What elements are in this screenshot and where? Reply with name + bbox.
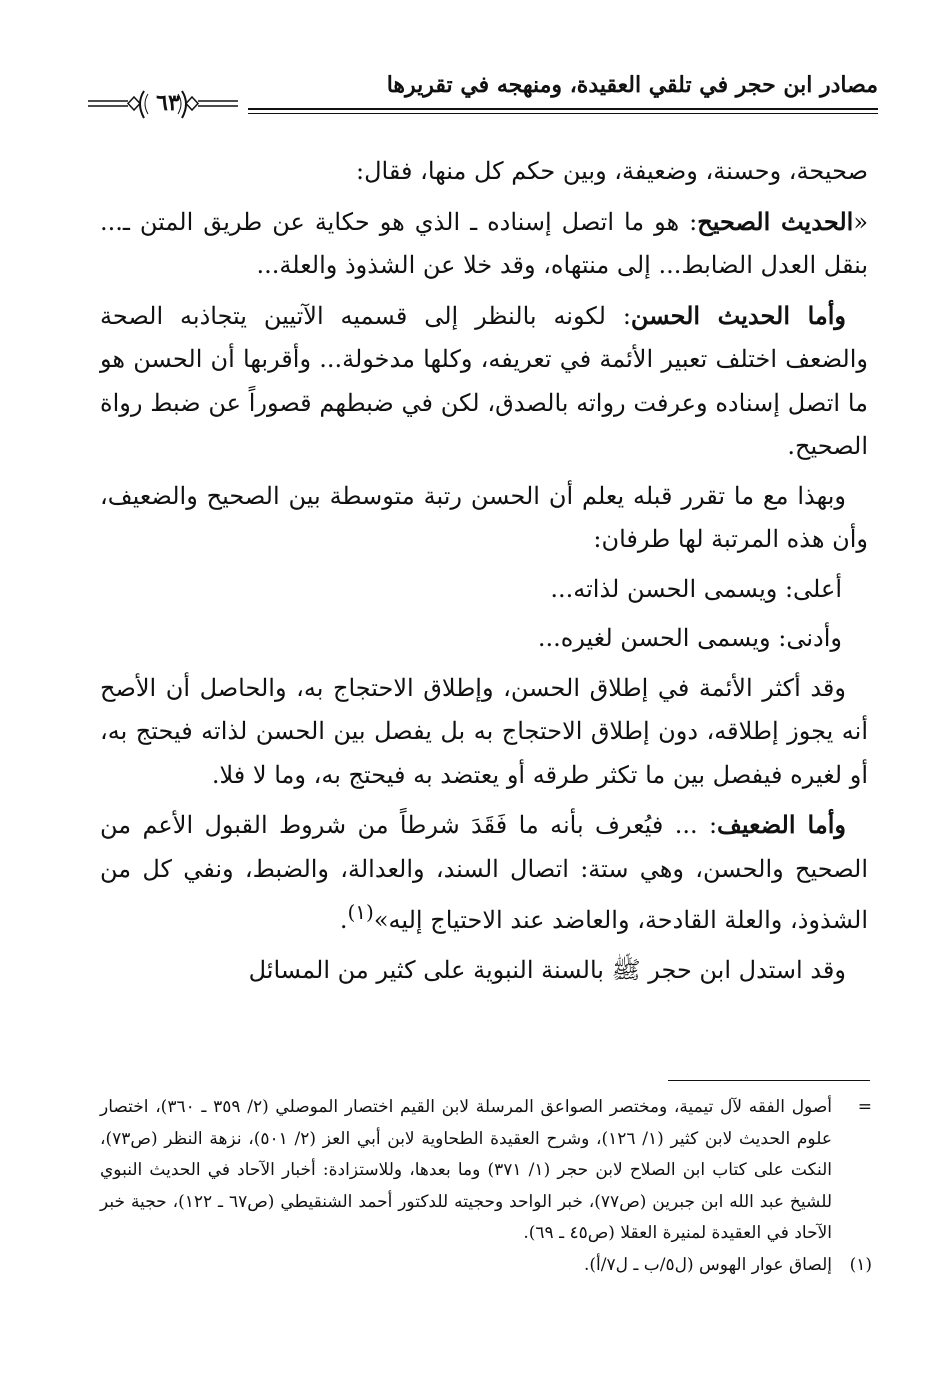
- body-text: [100, 150, 868, 998]
- footnote-1: [100, 1250, 872, 1282]
- paragraph-7-text: وقد أكثر الأئمة في إطلاق الحسن، وإطلاق الاحتجاج به، والحاصل أن الأصح أنه يجوز إطلاقه، دون إطلاق الاحتجاج به بل يفصل بين الحسن لذاته فيحتج به، أو لغيره فيفصل بين ما تكثر طرقه أو يعتضد به فيحتج به، وما لا فلا.: [100, 673, 868, 789]
- footnote-ref-1: (١): [347, 900, 374, 924]
- paragraph-8-text: : ... فيُعرف بأنه ما فَقَدَ شرطاً من شروط القبول الأعم من الصحيح والحسن، وهي ستة: اتصال السند، والعدالة، والضبط، ونفي كل من الشذوذ، والعلة القادحة، والعاضد عند الاحتياج إليه»: [100, 811, 868, 934]
- paragraph-6-text: وأدنى: ويسمى الحسن لغيره...: [537, 624, 842, 652]
- footnote-separator: [668, 1080, 870, 1081]
- footnote-continuation-marker: =: [857, 1097, 872, 1117]
- paragraph-3: [100, 294, 868, 469]
- running-title: مصادر ابن حجر في تلقي العقيدة، ومنهجه في تقريرها: [386, 72, 878, 98]
- paragraph-9-text: وقد استدل ابن حجر ﷺ بالسنة النبوية على كثير من المسائل: [248, 955, 846, 984]
- page-number-ornament: [88, 88, 238, 122]
- paragraph-2-text: : هو ما اتصل إسناده ـ الذي هو حكاية عن طريق المتن ـ... بنقل العدل الضابط... إلى منتهاه، وقد خلا عن الشذوذ والعلة...: [100, 207, 868, 279]
- footnote-1-marker: (١): [849, 1254, 872, 1275]
- paragraph-6: [100, 617, 868, 661]
- header-rule-thin: [248, 113, 878, 114]
- paragraph-4: [100, 475, 868, 562]
- paragraph-5: [100, 568, 868, 612]
- paragraph-8-end: .: [339, 906, 348, 934]
- paragraph-8: [100, 803, 868, 943]
- quote-open: «: [853, 207, 868, 236]
- term-sahih: الحديث الصحيح: [697, 206, 854, 236]
- paragraph-5-text: أعلى: ويسمى الحسن لذاته...: [550, 574, 842, 603]
- footnote-1-text: إلصاق عوار الهوس (ل٥/ب ـ ل٧/أ).: [584, 1254, 832, 1275]
- paragraph-2: [100, 200, 868, 288]
- term-hasan: وأما الحديث الحسن: [630, 300, 847, 330]
- page-header: [88, 60, 878, 130]
- paragraph-1: [100, 150, 868, 194]
- footnote-continuation-text: أصول الفقه لآل تيمية، ومختصر الصواعق المرسلة لابن القيم اختصار الموصلي (٢/ ٣٥٩ ـ ٣٦٠)، اختصار علوم الحديث لابن كثير (١/ ١٢٦)، وشرح العقيدة الطحاوية لابن أبي العز (٢/ ٥٠١)، نزهة النظر (ص٧٣)، النكت على كتاب ابن الصلاح لابن حجر (١/ ٣٧١) وما بعدها، وللاستزادة: أخبار الآحاد في الحديث النبوي للشيخ عبد الله ابن جبرين (ص٧٧)، خبر الواحد وحجيته للدكتور أحمد الشنقيطي (ص٦٧ ـ ١٢٢)، حجية خبر الآحاد في العقيدة لمنيرة العقلا (ص٤٥ ـ ٦٩).: [100, 1097, 833, 1243]
- header-rule: [248, 108, 878, 110]
- page-number: ٦٣: [156, 90, 180, 116]
- footnote-continuation: [100, 1092, 872, 1250]
- footnotes: [100, 1092, 872, 1281]
- paragraph-3-text: : لكونه بالنظر إلى قسميه الآتيين يتجاذبه الصحة والضعف اختلف تعبير الأئمة في تعريفه، وكلها مدخولة... وأقربها أن الحسن هو ما اتصل إسناده وعرفت رواته بالصدق، لكن في ضبطهم قصوراً عن ضبط رواة الصحيح.: [100, 301, 869, 460]
- paragraph-7: [100, 667, 868, 798]
- paragraph-1-text: صحيحة، وحسنة، وضعيفة، وبين حكم كل منها، فقال:: [356, 157, 868, 185]
- paragraph-4-text: وبهذا مع ما تقرر قبله يعلم أن الحسن رتبة متوسطة بين الصحيح والضعيف، وأن هذه المرتبة لها طرفان:: [100, 481, 868, 553]
- paragraph-9: [100, 949, 868, 993]
- term-daif: وأما الضعيف: [717, 810, 846, 839]
